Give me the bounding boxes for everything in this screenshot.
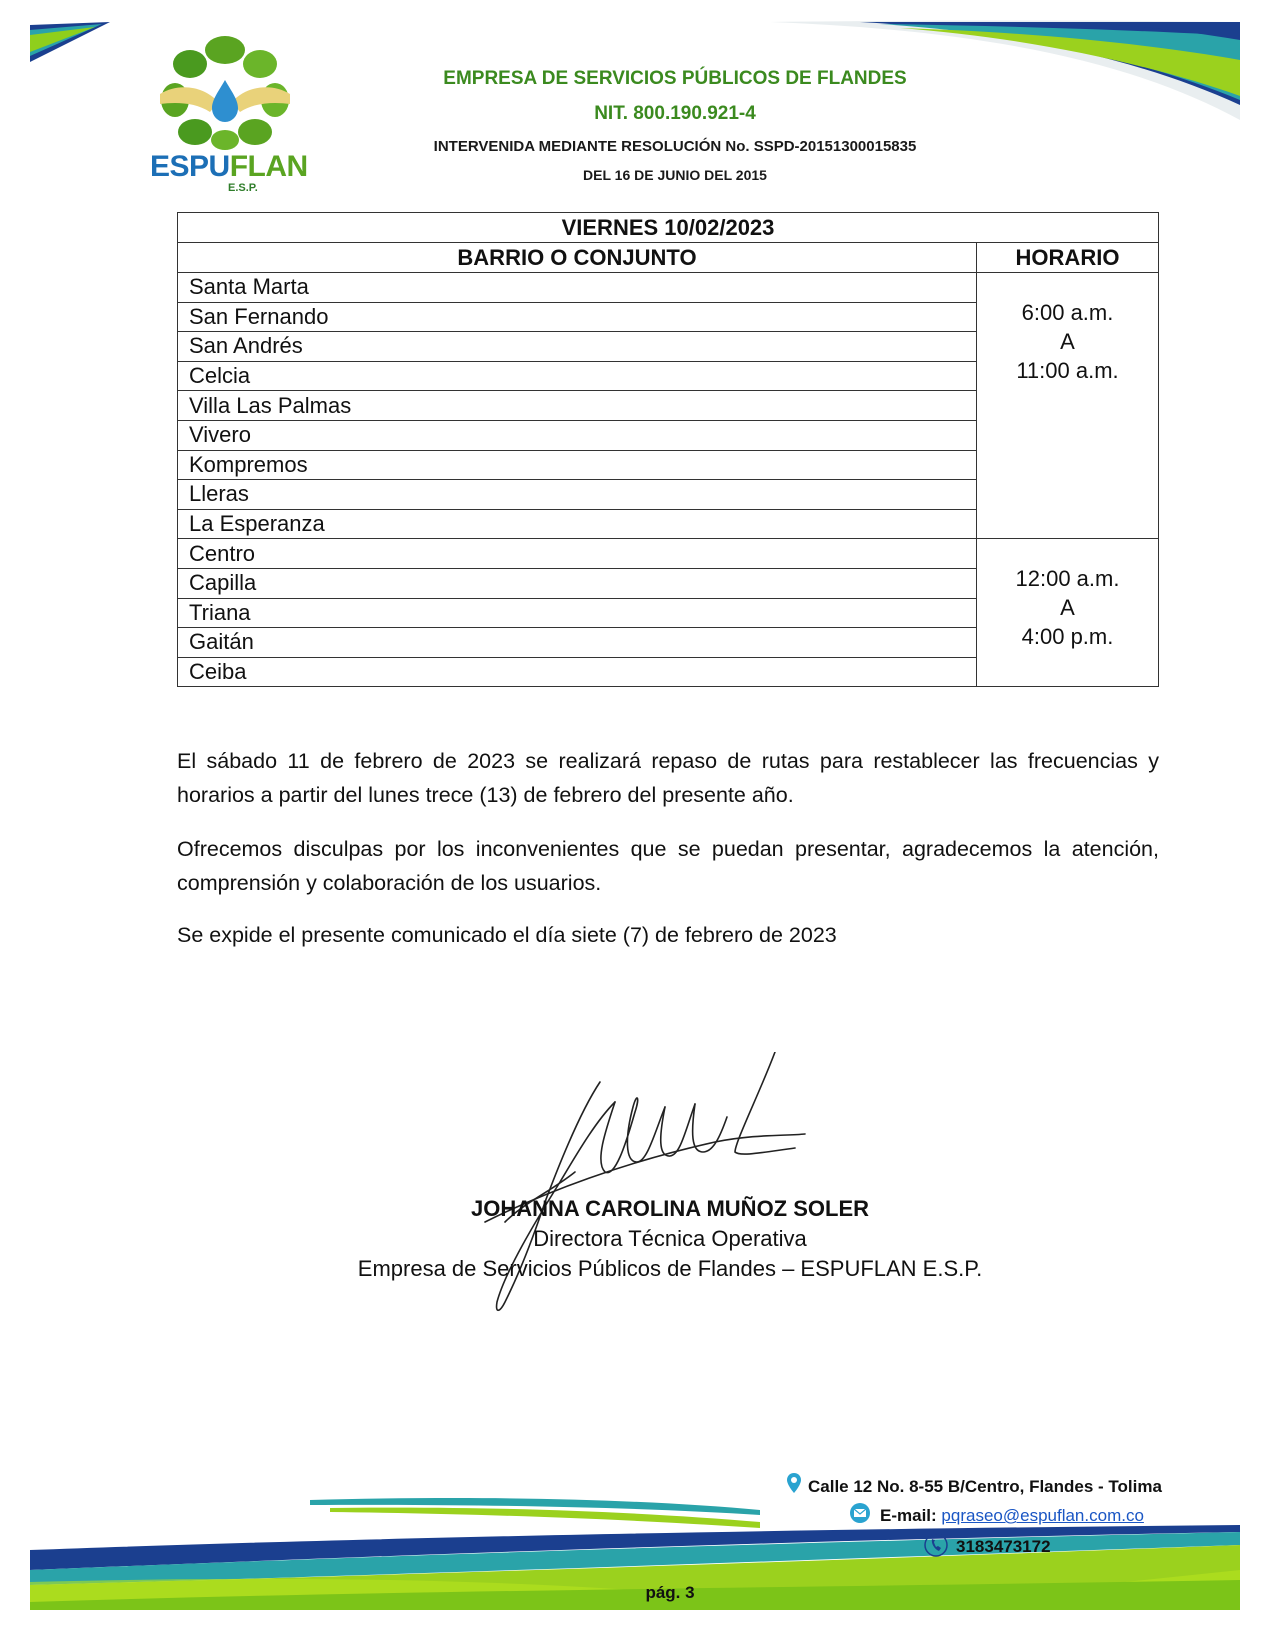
footer-email xyxy=(880,1506,1144,1526)
location-pin-icon xyxy=(786,1472,802,1494)
logo-wordmark: ESPUFLAN xyxy=(150,150,308,183)
table-row: Celcia xyxy=(178,361,977,391)
table-row: Capilla xyxy=(178,568,977,598)
horario-start: 12:00 a.m. xyxy=(1015,566,1120,592)
table-row: Centro xyxy=(178,539,977,569)
leaves-hands-emblem-icon xyxy=(150,32,300,152)
paragraph-route-review: El sábado 11 de febrero de 2023 se realizará repaso de rutas para restablecer las frecuencias y horarios a partir del lunes trece (13) de febrero del presente año. xyxy=(177,749,1159,807)
horario-end: 4:00 p.m. xyxy=(1021,624,1114,650)
page-number: pág. 3 xyxy=(645,1583,695,1602)
table-row: Kompremos xyxy=(178,450,977,480)
signer-role: Directora Técnica Operativa xyxy=(533,1226,807,1251)
table-caption: VIERNES 10/02/2023 xyxy=(178,213,1159,243)
horario-start: 6:00 a.m. xyxy=(1021,300,1114,325)
phone-icon xyxy=(924,1533,948,1557)
horario-separator: A xyxy=(1060,595,1075,621)
horario-separator: A xyxy=(1060,329,1075,354)
email-label: E-mail: xyxy=(880,1506,937,1525)
email-link[interactable]: pqraseo@espuflan.com.co xyxy=(941,1506,1144,1525)
handwritten-signature xyxy=(465,1052,845,1332)
espuflan-logo xyxy=(150,32,308,194)
paragraph-issue-date: Se expide el presente comunicado el día siete (7) de febrero de 2023 xyxy=(177,923,837,947)
footer-decoration xyxy=(0,1470,1275,1650)
signer-name: JOHANNA CAROLINA MUÑOZ SOLER xyxy=(470,1196,870,1221)
table-row: San Andrés xyxy=(178,332,977,362)
column-header-horario: HORARIO xyxy=(977,243,1159,273)
signer-organization: Empresa de Servicios Públicos de Flandes – ESPUFLAN E.S.P. xyxy=(357,1256,983,1281)
table-row: Villa Las Palmas xyxy=(178,391,977,421)
table-row: Vivero xyxy=(178,420,977,450)
table-row: Ceiba xyxy=(178,657,977,687)
company-name: EMPRESA DE SERVICIOS PÚBLICOS DE FLANDES xyxy=(443,68,907,89)
horario-cell-1 xyxy=(977,273,1159,539)
footer-address: Calle 12 No. 8-55 B/Centro, Flandes - Tolima xyxy=(808,1477,1162,1496)
table-row: Triana xyxy=(178,598,977,628)
email-icon xyxy=(848,1502,872,1524)
table-row: San Fernando xyxy=(178,302,977,332)
footer-phone: 3183473172 xyxy=(956,1537,1051,1556)
resolution-date: DEL 16 DE JUNIO DEL 2015 xyxy=(583,167,767,183)
company-nit: NIT. 800.190.921-4 xyxy=(594,103,756,124)
column-header-barrio: BARRIO O CONJUNTO xyxy=(178,243,977,273)
table-row: Gaitán xyxy=(178,628,977,658)
intervention-resolution: INTERVENIDA MEDIANTE RESOLUCIÓN No. SSPD-20151300015835 xyxy=(433,138,917,155)
horario-cell-2 xyxy=(977,539,1159,687)
schedule-table xyxy=(177,212,1159,687)
horario-end: 11:00 a.m. xyxy=(1016,358,1119,383)
logo-esp-suffix: E.S.P. xyxy=(228,182,258,194)
table-row: Lleras xyxy=(178,480,977,510)
table-row: La Esperanza xyxy=(178,509,977,539)
paragraph-apology: Ofrecemos disculpas por los inconvenientes que se puedan presentar, agradecemos la atención, comprensión y colaboración de los usuarios. xyxy=(177,837,1159,895)
table-row: Santa Marta xyxy=(178,273,977,303)
